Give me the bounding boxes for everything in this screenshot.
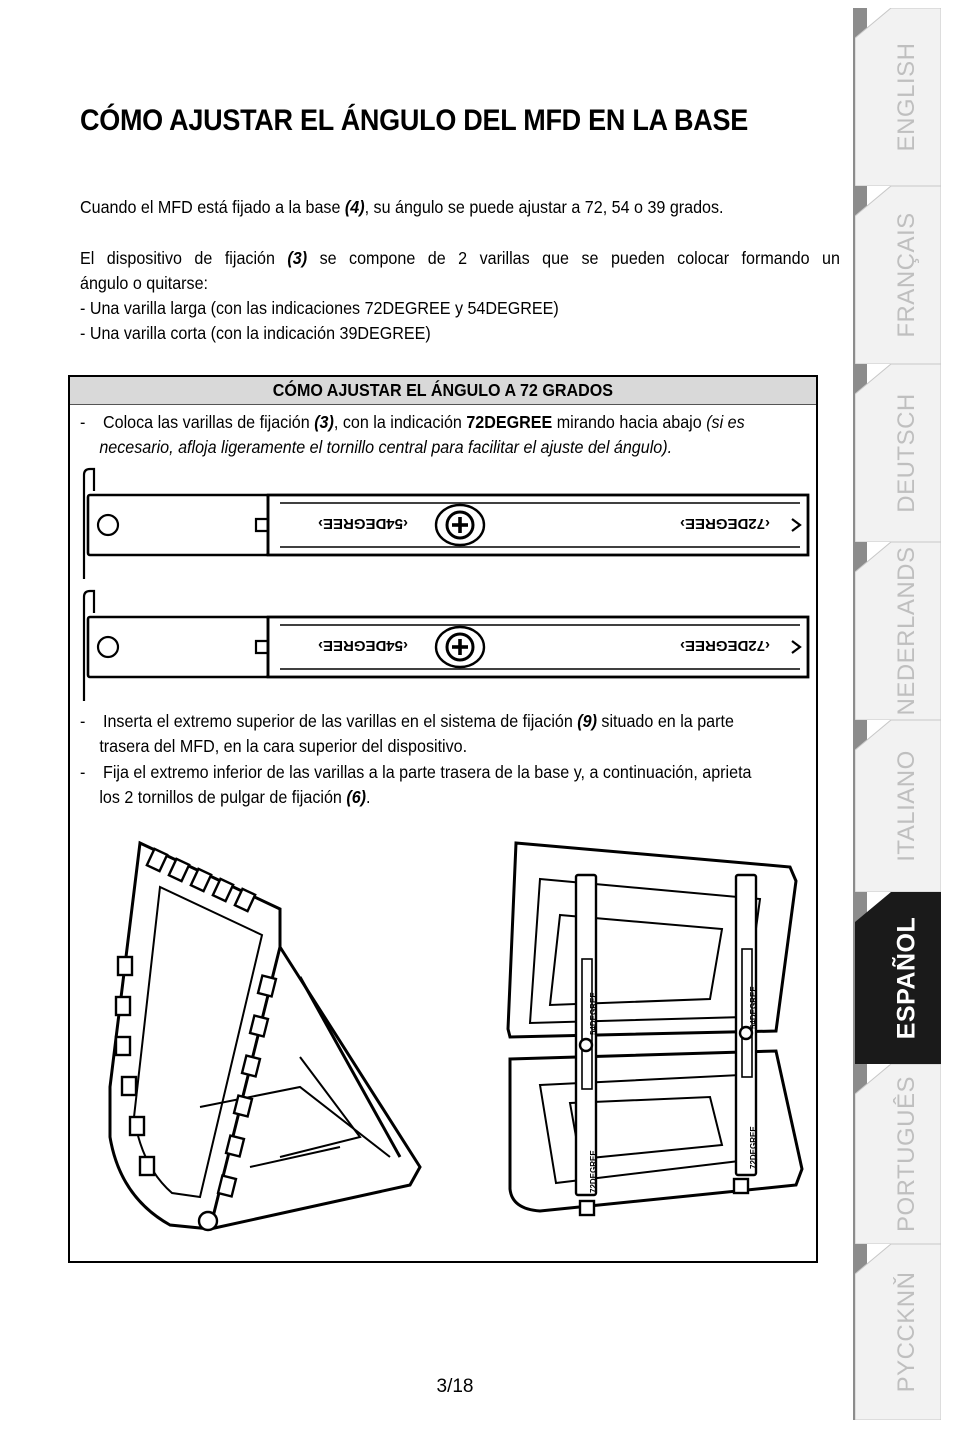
rod-label-54: ‹54DEGREE› [317,515,408,532]
box-header-text: CÓMO AJUSTAR EL ÁNGULO A 72 GRADOS [272,380,614,400]
mfd-rear-illustration [500,839,810,1239]
degree-label: 72DEGREE [466,412,553,432]
intro-text-fragment: El dispositivo de fijación [80,248,288,268]
instruction-box [68,375,818,1263]
step-note: (si es necesario, afloja ligeramente el tornillo central para facilitar el ajuste del ángulo). [99,412,745,457]
tab-deutsch[interactable] [855,364,941,542]
tab-russian[interactable] [855,1244,941,1420]
reference-number: (6) [346,787,367,807]
rod-label-72: ‹72DEGREE› [679,637,770,654]
rod-label-54: 54DEGREE [749,986,758,1029]
page-title: CÓMO AJUSTAR EL ÁNGULO DEL MFD EN LA BASE [80,104,748,137]
step-dash: - [80,711,86,731]
rod-label-54: 54DEGREE [589,992,598,1035]
step-1 [80,410,761,460]
step-dash: - [80,762,86,782]
tab-label: PYCCKNŇ [892,1271,920,1393]
tab-nederlands[interactable] [855,542,941,720]
reference-number: (4) [344,197,365,217]
rod-list-item: - Una varilla larga (con las indicaciones 72DEGREE y 54DEGREE) [80,298,559,318]
tab-portugues[interactable] [855,1064,941,1244]
step-text-fragment: Fija el extremo inferior de las varillas a la parte trasera de la base y, a continuación, aprieta los 2 tornillos de pulgar de fijación [99,762,752,807]
tab-label: NEDERLANDS [892,546,920,716]
rod-label-72: ‹72DEGREE› [679,515,770,532]
rod-label-72: 72DEGREE [749,1126,758,1169]
tab-label: PORTUGUÊS [892,1075,920,1233]
intro-paragraph-2-end: ángulo o quitarse: [80,273,209,293]
rod-label-54: ‹54DEGREE› [317,637,408,654]
tab-espanol[interactable] [855,892,941,1064]
step-dash: - [80,412,86,432]
box-header [70,377,816,405]
intro-text-fragment: , su ángulo se puede ajustar a 72, 54 o 39 grados. [364,197,724,217]
step-text-fragment: mirando hacia abajo [552,412,707,432]
tab-francais[interactable] [855,186,941,364]
reference-number: (3) [314,412,334,432]
tab-italiano[interactable] [855,720,941,892]
step-text-fragment: Coloca las varillas de fijación [103,412,315,432]
rods-illustration [70,467,816,707]
page-number: 3/18 [436,1376,474,1397]
reference-number: (9) [577,711,597,731]
step-text-fragment: Inserta el extremo superior de las varillas en el sistema de fijación [103,711,578,731]
mfd-front-illustration [100,837,430,1237]
intro-text-fragment: Cuando el MFD está fijado a la base [80,197,345,217]
intro-paragraph-1 [80,195,779,220]
intro-paragraph-2 [80,246,840,271]
tab-english[interactable] [855,8,941,186]
step-2 [80,709,761,759]
tab-label: FRANÇAIS [892,212,920,338]
tab-label: ESPAÑOL [892,916,921,1040]
step-text-fragment: . [366,787,371,807]
intro-text-fragment: se compone de 2 varillas que se pueden colocar formando un [307,248,840,268]
step-3 [80,760,761,810]
tab-label: ITALIANO [892,750,920,862]
step-text-fragment: situado en la parte trasera del MFD, en la cara superior del dispositivo. [99,711,734,756]
intro-text [80,195,840,346]
step-text-fragment: , con la indicación [333,412,467,432]
tab-label: DEUTSCH [892,393,920,513]
tab-label: ENGLISH [892,42,920,152]
rod-label-72: 72DEGREE [589,1150,598,1193]
reference-number: (3) [287,248,308,268]
rod-list-item: - Una varilla corta (con la indicación 39DEGREE) [80,323,431,343]
